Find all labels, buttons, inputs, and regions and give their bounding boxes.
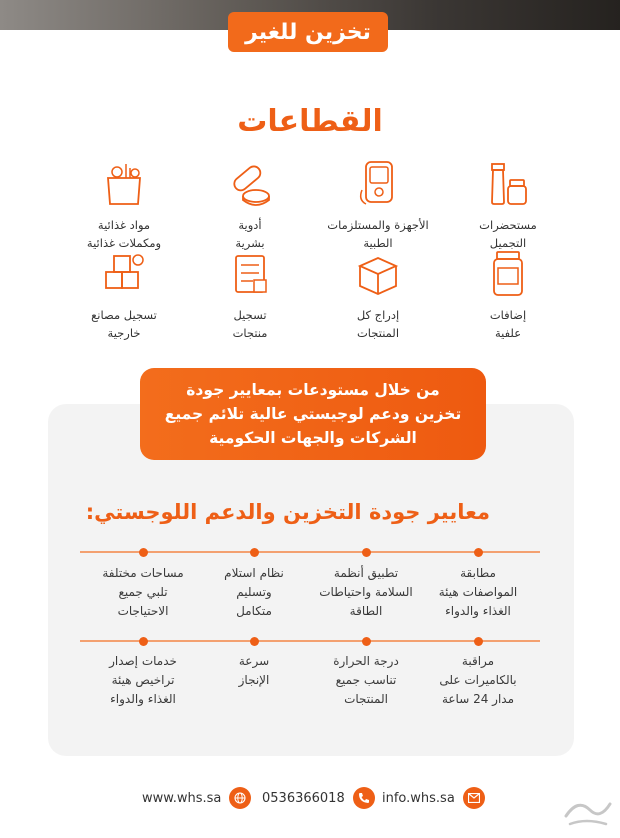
globe-icon — [229, 787, 251, 809]
email-text[interactable]: info.whs.sa — [382, 790, 455, 806]
standards-timeline-row1 — [80, 551, 540, 553]
watermark-logo — [560, 790, 616, 830]
open-box-icon — [356, 250, 400, 298]
sector-label: مستحضرات التجميل — [479, 218, 537, 250]
standard-item: مساحات مختلفة تلبي جميع الاحتياجات — [102, 566, 184, 618]
sector-label: الأجهزة والمستلزمات الطبية — [327, 218, 429, 250]
sector-label: تسجيل منتجات — [232, 308, 268, 340]
grocery-bag-icon — [102, 160, 146, 208]
sector-cosmetics — [448, 160, 568, 252]
sector-factory-registration — [64, 250, 184, 342]
footer-phone[interactable] — [262, 786, 375, 810]
factory-boxes-icon — [102, 250, 146, 298]
standard-item: درجة الحرارة تناسب جميع المنتجات — [333, 654, 399, 706]
timeline-dot — [362, 637, 371, 646]
sector-product-registration — [190, 250, 310, 342]
sector-label: إضافات علفية — [489, 308, 527, 340]
standard-item: خدمات إصدار تراخيص هيئة الغذاء والدواء — [109, 654, 177, 706]
pills-icon — [228, 160, 272, 208]
sector-label: تسجيل مصانع خارجية — [91, 308, 157, 340]
sector-feed-additives — [448, 250, 568, 342]
header-tab — [228, 12, 388, 52]
sector-medical-devices — [318, 160, 438, 252]
standard-item: نظام استلام وتسليم متكامل — [224, 566, 284, 618]
timeline-dot — [250, 637, 259, 646]
timeline-dot — [362, 548, 371, 557]
intro-banner: من خلال مستودعات بمعايير جودة تخزين ودعم لوجيستي عالية تلائم جميع الشركات والجهات الحكومية — [140, 368, 486, 460]
header-tab-title: تخزين للغير — [245, 19, 371, 45]
sector-product-listing — [318, 250, 438, 342]
sector-label: مواد غذائية ومكملات غذائية — [86, 218, 162, 250]
website-text[interactable]: www.whs.sa — [142, 790, 222, 806]
timeline-dot — [250, 548, 259, 557]
timeline-dot — [139, 548, 148, 557]
mail-icon — [463, 787, 485, 809]
cosmetics-icon — [486, 160, 530, 208]
sectors-title: القطاعات — [237, 104, 383, 139]
blood-pressure-monitor-icon — [356, 160, 400, 208]
standards-timeline-row2 — [80, 640, 540, 642]
standard-item: سرعة الإنجاز — [238, 654, 270, 687]
standard-item: مطابقة المواصفات هيئة الغذاء والدواء — [438, 566, 518, 618]
sector-label: أدوية بشرية — [235, 218, 265, 250]
timeline-dot — [474, 548, 483, 557]
standard-item: مراقبة بالكاميرات على مدار 24 ساعة — [439, 654, 517, 706]
phone-icon — [353, 787, 375, 809]
timeline-dot — [474, 637, 483, 646]
feed-jar-icon — [486, 250, 530, 298]
sector-human-medicine — [190, 160, 310, 252]
sector-food — [64, 160, 184, 252]
footer-website[interactable] — [142, 786, 251, 810]
phone-text[interactable]: 0536366018 — [262, 790, 345, 806]
footer-email[interactable] — [382, 786, 485, 810]
product-checklist-icon — [228, 250, 272, 298]
timeline-dot — [139, 637, 148, 646]
sector-label: إدراج كل المنتجات — [356, 308, 400, 340]
standard-item: تطبيق أنظمة السلامة واحتياطات الطاقة — [319, 566, 413, 618]
standards-title: معايير جودة التخزين والدعم اللوجستي: — [85, 500, 490, 524]
